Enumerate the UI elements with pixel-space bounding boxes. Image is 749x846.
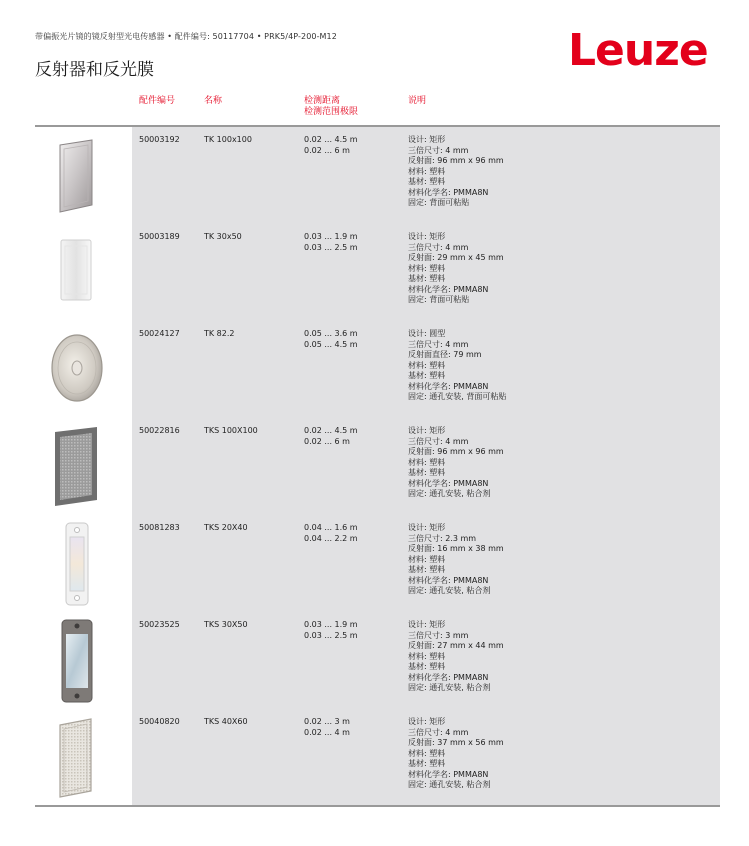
cell-part-no: 50081283	[139, 523, 180, 532]
cell-name: TK 100x100	[204, 135, 252, 144]
small-rect-reflector-icon	[35, 224, 115, 321]
description-line: 固定: 通孔安装, 背面可粘贴	[408, 392, 507, 401]
description-line: 三倍尺寸: 2.3 mm	[408, 533, 477, 543]
description-line: 材料: 塑料	[408, 651, 446, 661]
cell-range	[304, 620, 358, 641]
table-row	[35, 418, 720, 515]
cell-range	[304, 232, 358, 253]
range-limit-value: 0.02 ... 4 m	[304, 727, 350, 737]
cell-part-no: 50024127	[139, 329, 180, 338]
table-row	[35, 127, 720, 224]
clear-rect-reflector-icon	[35, 709, 115, 806]
column-header-part-no: 配件编号	[139, 96, 176, 106]
description-line: 设计: 矩形	[408, 135, 446, 144]
table-row	[35, 321, 720, 418]
description-line: 设计: 矩形	[408, 232, 446, 241]
description-line: 材料化学名: PMMA8N	[408, 381, 489, 391]
cell-description	[408, 232, 504, 306]
column-header-range: 检测距离	[304, 96, 341, 106]
description-line: 材料: 塑料	[408, 360, 446, 370]
narrow-reflector-icon	[35, 515, 115, 612]
cell-description	[408, 426, 504, 500]
description-line: 基材: 塑料	[408, 565, 446, 574]
cell-part-no: 50022816	[139, 426, 180, 435]
description-line: 三倍尺寸: 4 mm	[408, 145, 469, 155]
description-line: 基材: 塑料	[408, 662, 446, 671]
description-line: 设计: 矩形	[408, 523, 446, 532]
range-value: 0.03 ... 1.9 m	[304, 620, 358, 629]
description-line: 反射面: 27 mm x 44 mm	[408, 641, 504, 650]
cell-name: TK 82.2	[204, 329, 235, 338]
leuze-logo: Leuze	[568, 25, 708, 76]
cell-range	[304, 426, 358, 447]
cell-name: TKS 30X50	[204, 620, 248, 629]
table-row	[35, 224, 720, 321]
description-line: 反射面: 29 mm x 45 mm	[408, 253, 504, 262]
description-line: 固定: 通孔安装, 粘合剂	[408, 780, 491, 789]
description-line: 材料: 塑料	[408, 263, 446, 273]
table-row	[35, 515, 720, 612]
cell-description	[408, 329, 506, 403]
description-line: 基材: 塑料	[408, 274, 446, 283]
description-line: 反射面: 37 mm x 56 mm	[408, 738, 504, 747]
cell-name: TKS 20X40	[204, 523, 248, 532]
range-limit-value: 0.03 ... 2.5 m	[304, 242, 358, 252]
description-line: 反射面: 96 mm x 96 mm	[408, 156, 504, 165]
description-line: 设计: 矩形	[408, 717, 446, 726]
cell-part-no: 50003192	[139, 135, 180, 144]
description-line: 三倍尺寸: 4 mm	[408, 727, 469, 737]
cell-description	[408, 620, 504, 694]
description-line: 设计: 圆型	[408, 329, 446, 338]
description-line: 材料: 塑料	[408, 554, 446, 564]
description-line: 固定: 背面可粘贴	[408, 295, 470, 304]
description-line: 反射面直径: 79 mm	[408, 350, 482, 359]
table-row	[35, 709, 720, 806]
cell-description	[408, 523, 504, 597]
description-line: 材料化学名: PMMA8N	[408, 478, 489, 488]
description-line: 材料化学名: PMMA8N	[408, 672, 489, 682]
page-title: 反射器和反光膜	[35, 60, 154, 80]
description-line: 基材: 塑料	[408, 177, 446, 186]
range-value: 0.02 ... 3 m	[304, 717, 350, 726]
description-line: 三倍尺寸: 4 mm	[408, 242, 469, 252]
range-limit-value: 0.05 ... 4.5 m	[304, 339, 358, 349]
range-value: 0.04 ... 1.6 m	[304, 523, 358, 532]
description-line: 三倍尺寸: 4 mm	[408, 339, 469, 349]
table-bottom-rule	[35, 805, 720, 807]
cell-range	[304, 329, 358, 350]
description-line: 材料: 塑料	[408, 748, 446, 758]
range-limit-value: 0.03 ... 2.5 m	[304, 630, 358, 640]
description-line: 固定: 通孔安装, 粘合剂	[408, 586, 491, 595]
description-line: 反射面: 16 mm x 38 mm	[408, 544, 504, 553]
description-line: 反射面: 96 mm x 96 mm	[408, 447, 504, 456]
description-line: 材料化学名: PMMA8N	[408, 284, 489, 294]
range-limit-value: 0.02 ... 6 m	[304, 436, 350, 446]
round-reflector-icon	[35, 321, 115, 418]
description-line: 固定: 通孔安装, 粘合剂	[408, 683, 491, 692]
range-value: 0.02 ... 4.5 m	[304, 135, 358, 144]
cell-name: TK 30x50	[204, 232, 242, 241]
range-value: 0.05 ... 3.6 m	[304, 329, 358, 338]
cell-part-no: 50003189	[139, 232, 180, 241]
gray-frame-reflector-icon	[35, 612, 115, 709]
cell-name: TKS 100X100	[204, 426, 258, 435]
cell-range	[304, 523, 358, 544]
square-reflector-icon	[35, 127, 115, 224]
description-line: 材料: 塑料	[408, 457, 446, 467]
description-line: 基材: 塑料	[408, 468, 446, 477]
document-header-line: 带偏振光片镜的镜反射型光电传感器 • 配件编号: 50117704 • PRK5/4P-200-M12	[35, 32, 337, 41]
description-line: 固定: 背面可粘贴	[408, 198, 470, 207]
cell-part-no: 50023525	[139, 620, 180, 629]
description-line: 材料化学名: PMMA8N	[408, 575, 489, 585]
range-limit-value: 0.04 ... 2.2 m	[304, 533, 358, 543]
range-limit-value: 0.02 ... 6 m	[304, 145, 350, 155]
description-line: 材料化学名: PMMA8N	[408, 187, 489, 197]
description-line: 设计: 矩形	[408, 426, 446, 435]
framed-square-reflector-icon	[35, 418, 115, 515]
description-line: 基材: 塑料	[408, 759, 446, 768]
description-line: 三倍尺寸: 4 mm	[408, 436, 469, 446]
description-line: 设计: 矩形	[408, 620, 446, 629]
cell-range	[304, 717, 350, 738]
column-header-description: 说明	[408, 96, 427, 106]
cell-description	[408, 135, 504, 209]
table-row	[35, 612, 720, 709]
column-header-range-limit: 检测范围极限	[304, 107, 359, 117]
cell-range	[304, 135, 358, 156]
cell-name: TKS 40X60	[204, 717, 248, 726]
cell-description	[408, 717, 504, 791]
description-line: 基材: 塑料	[408, 371, 446, 380]
description-line: 材料化学名: PMMA8N	[408, 769, 489, 779]
column-header-name: 名称	[204, 96, 223, 106]
range-value: 0.02 ... 4.5 m	[304, 426, 358, 435]
description-line: 材料: 塑料	[408, 166, 446, 176]
range-value: 0.03 ... 1.9 m	[304, 232, 358, 241]
description-line: 固定: 通孔安装, 粘合剂	[408, 489, 491, 498]
description-line: 三倍尺寸: 3 mm	[408, 630, 469, 640]
cell-part-no: 50040820	[139, 717, 180, 726]
